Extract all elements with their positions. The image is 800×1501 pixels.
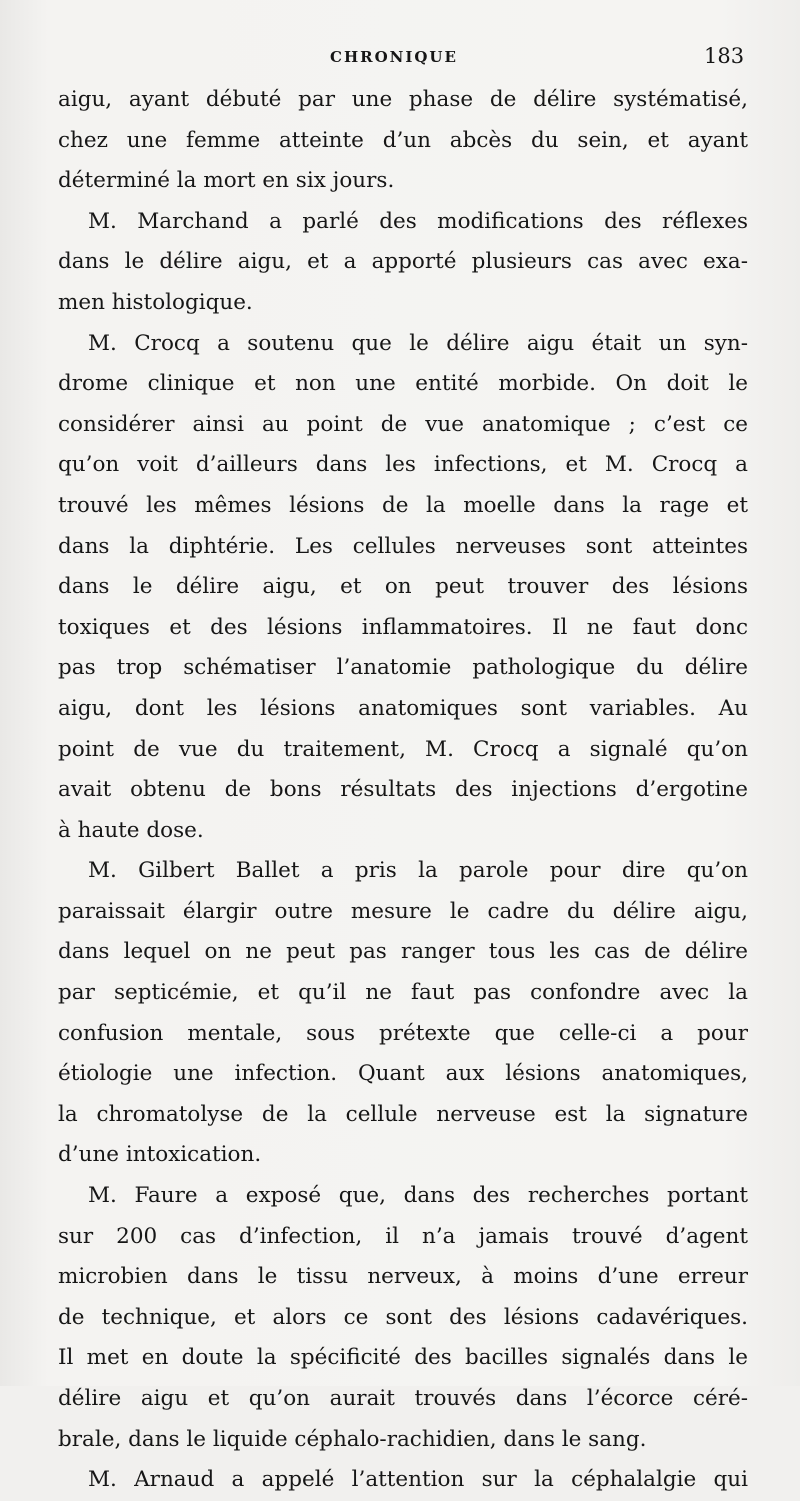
text-line: confusion mentale, sous prétexte que celle-ci a pour xyxy=(58,1020,748,1046)
text-line: paraissait élargir outre mesure le cadre du délire aigu, xyxy=(58,898,748,924)
text-line: M. Arnaud a appelé l’attention sur la céphalalgie qui xyxy=(88,1467,748,1493)
text-line: dans la diphtérie. Les cellules nerveuses sont atteintes xyxy=(58,533,748,559)
text-line: M. Gilbert Ballet a pris la parole pour dire qu’on xyxy=(88,858,748,884)
text-line: pas trop schématiser l’anatomie pathologique du délire xyxy=(58,655,748,681)
text-line: M. Crocq a soutenu que le délire aigu était un syn- xyxy=(88,330,748,356)
page-number: 183 xyxy=(704,44,745,68)
body-text xyxy=(58,80,748,1501)
text-line: de technique, et alors ce sont des lésions cadavériques. xyxy=(58,1304,748,1330)
text-line: trouvé les mêmes lésions de la moelle dans la rage et xyxy=(58,492,748,518)
page-header xyxy=(0,42,800,72)
text-line: brale, dans le liquide céphalo-rachidien, dans le sang. xyxy=(58,1426,647,1452)
text-line: étiologie une infection. Quant aux lésions anatomiques, xyxy=(58,1061,748,1087)
text-line: microbien dans le tissu nerveux, à moins d’une erreur xyxy=(58,1264,748,1290)
text-line: par septicémie, et qu’il ne faut pas confondre avec la xyxy=(58,980,748,1006)
text-line: délire aigu et qu’on aurait trouvés dans l’écorce céré- xyxy=(58,1386,748,1411)
text-line: aigu, dont les lésions anatomiques sont variables. Au xyxy=(58,695,748,721)
text-line: la chromatolyse de la cellule nerveuse est la signature xyxy=(58,1101,748,1127)
text-line: d’une intoxication. xyxy=(58,1142,262,1168)
text-line: men histologique. xyxy=(58,289,253,315)
text-line: Il met en doute la spécificité des bacilles signalés dans le xyxy=(58,1345,748,1371)
text-line: dans le délire aigu, et on peut trouver des lésions xyxy=(58,574,748,600)
text-line: avait obtenu de bons résultats des injections d’ergotine xyxy=(58,777,748,803)
text-line: qu’on voit d’ailleurs dans les infections, et M. Crocq a xyxy=(58,452,748,478)
text-line: aigu, ayant débuté par une phase de délire systématisé, xyxy=(58,87,748,112)
text-line: considérer ainsi au point de vue anatomique ; c’est ce xyxy=(58,411,748,437)
text-line: M. Faure a exposé que, dans des recherches portant xyxy=(88,1183,748,1209)
running-title: CHRONIQUE xyxy=(330,48,458,66)
text-line: dans le délire aigu, et a apporté plusieurs cas avec exa- xyxy=(58,249,748,275)
text-line: M. Marchand a parlé des modifications des réflexes xyxy=(88,208,748,234)
text-line: sur 200 cas d’infection, il n’a jamais trouvé d’agent xyxy=(58,1223,748,1249)
text-line: à haute dose. xyxy=(58,817,204,843)
text-line: déterminé la mort en six jours. xyxy=(58,168,395,194)
text-line: drome clinique et non une entité morbide. On doit le xyxy=(58,371,748,397)
text-line: dans lequel on ne peut pas ranger tous les cas de délire xyxy=(58,939,748,965)
text-line: toxiques et des lésions inflammatoires. Il ne faut donc xyxy=(58,614,748,640)
text-line: point de vue du traitement, M. Crocq a signalé qu’on xyxy=(58,736,748,762)
text-line: chez une femme atteinte d’un abcès du sein, et ayant xyxy=(58,127,748,153)
